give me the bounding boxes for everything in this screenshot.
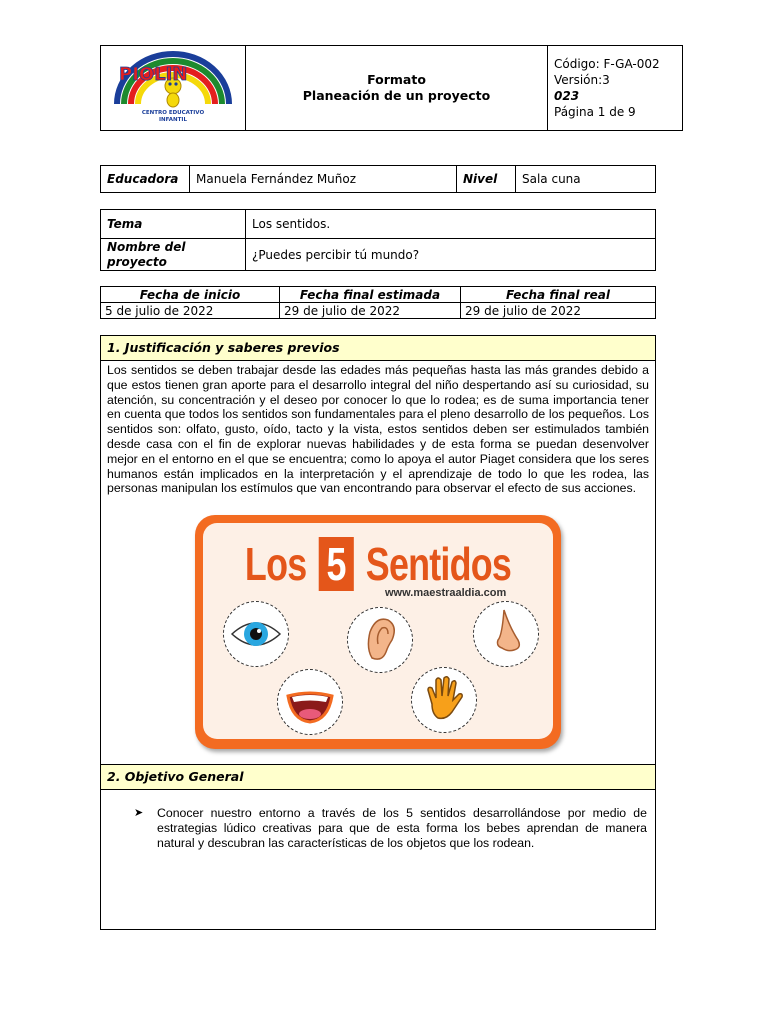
mouth-icon <box>277 669 343 735</box>
proyecto-label-line2: proyecto <box>107 254 167 269</box>
format-title: Formato <box>367 72 426 87</box>
illustration-number: 5 <box>319 537 354 591</box>
objetivo-text: Conocer nuestro entorno a través de los 5 sentidos desarrollándose por medio de estrategias lúdico creativas para que de esta forma los bebes aprendan de manera natural y descubran las características de los objetos que los rodean. <box>157 806 647 850</box>
document-header <box>100 45 683 131</box>
proyecto-label-line1: Nombre del <box>107 239 186 254</box>
proyecto-label <box>101 239 246 271</box>
document-version: Versión:3 <box>554 73 610 87</box>
ear-icon <box>347 607 413 673</box>
objetivo-section <box>100 765 656 789</box>
fecha-estimada-value: 29 de julio de 2022 <box>280 303 461 319</box>
format-subtitle: Planeación de un proyecto <box>302 88 491 103</box>
cinco-sentidos-illustration <box>195 515 561 749</box>
illustration-word-los: Los <box>244 538 307 590</box>
proyecto-value: ¿Puedes percibir tú mundo? <box>246 239 656 271</box>
piolin-logo-icon <box>111 50 235 124</box>
logo-wordmark: PIOLIN <box>119 63 188 85</box>
educadora-table <box>100 165 656 193</box>
educadora-label: Educadora <box>101 166 190 193</box>
logo-subtitle-1: CENTRO EDUCATIVO <box>141 109 205 116</box>
nivel-value: Sala cuna <box>516 166 656 193</box>
objetivo-body <box>100 789 656 930</box>
logo-subtitle-2: INFANTIL <box>159 116 187 123</box>
fecha-inicio-label: Fecha de inicio <box>101 287 280 303</box>
tema-table <box>100 209 656 271</box>
fecha-real-value: 29 de julio de 2022 <box>461 303 656 319</box>
tema-value: Los sentidos. <box>246 210 656 239</box>
document-number: 023 <box>554 89 580 103</box>
page-number: Página 1 de 9 <box>554 105 636 119</box>
format-title-cell <box>246 46 548 131</box>
fecha-estimada-label: Fecha final estimada <box>280 287 461 303</box>
illustration-website: www.maestraaldia.com <box>385 587 507 599</box>
nivel-label: Nivel <box>457 166 516 193</box>
document-code: Código: F-GA-002 <box>554 57 660 71</box>
illustration-panel <box>203 523 553 739</box>
hand-icon <box>411 667 477 733</box>
bullet-arrow-icon: ➤ <box>134 806 144 819</box>
eye-icon <box>223 601 289 667</box>
fecha-real-label: Fecha final real <box>461 287 656 303</box>
educadora-value: Manuela Fernández Muñoz <box>190 166 457 193</box>
fecha-inicio-value: 5 de julio de 2022 <box>101 303 280 319</box>
document-code-cell <box>548 46 683 131</box>
justificacion-title: 1. Justificación y saberes previos <box>101 336 655 361</box>
objetivo-title: 2. Objetivo General <box>100 765 656 790</box>
fechas-table <box>100 286 656 319</box>
illustration-heading <box>242 537 515 591</box>
justificacion-text: Los sentidos se deben trabajar desde las edades más pequeñas hasta las más grandes debido a que estos tienen gran aporte para el desarrollo integral del niño despertando así su curiosidad, su atención, su concentración y el deseo por conocer lo que lo rodea; es de suma importancia tener en cuenta que todos los sentidos son fundamentales para el pleno desarrollo de los pequeños. Los sentidos son: olfato, gusto, oído, tacto y la vista, estos sentidos deben ser estimulados también desde casa con el fin de explorar nuevas habilidades y de esta forma se puedan desenvolver mejor en el entorno en el que se encuentra; como lo apoya el autor Piaget considera que los seres humanos están implicados en la interpretación y el aprendizaje de todo lo que les rodea, las personas manipulan los estímulos que van encontrando para observar el efecto de sus acciones. <box>107 363 649 496</box>
illustration-word-sentidos: Sentidos <box>365 538 512 590</box>
nose-icon <box>473 601 539 667</box>
tema-label: Tema <box>101 210 246 239</box>
logo-cell <box>101 46 246 131</box>
